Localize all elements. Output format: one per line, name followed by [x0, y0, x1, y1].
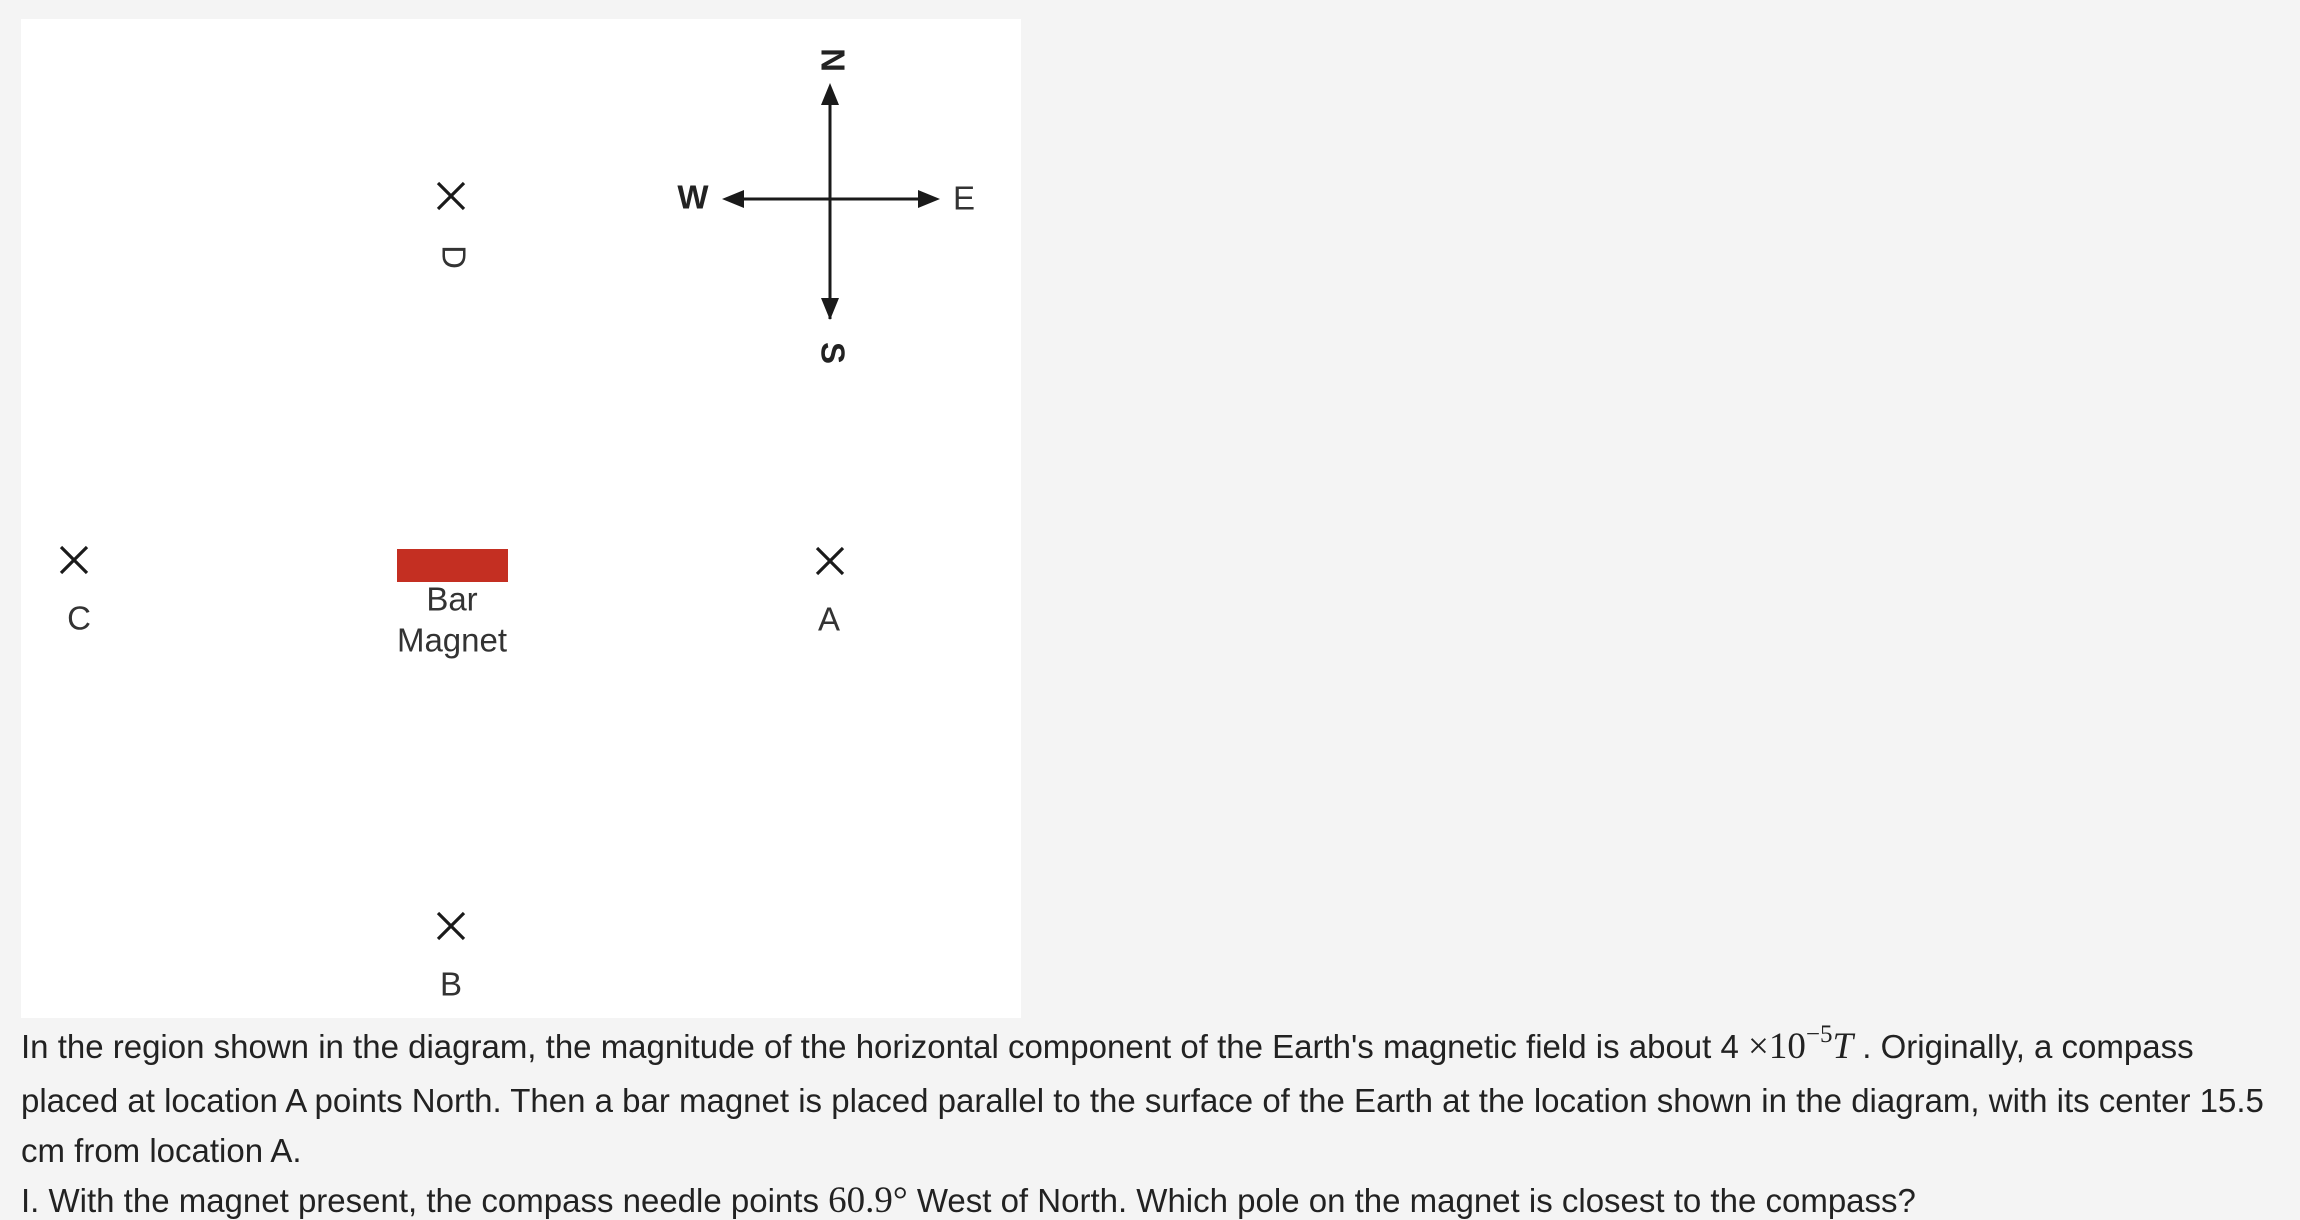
power-base: 10: [1768, 1026, 1806, 1067]
problem-text-part2: . Originally, a compass placed at location A points North. Then a bar magnet is placed parallel to the surface of the Earth at the location shown in the diagram, with its center 15.5 cm from location A.: [21, 1028, 2264, 1169]
location-c-label: C: [67, 599, 91, 637]
bar-magnet-label-line1: Bar: [426, 580, 478, 618]
power-exponent: −5: [1805, 1021, 1833, 1048]
question-one-part2: West of North. Which pole on the magnet is closest to the compass?: [907, 1182, 1916, 1219]
problem-text: [21, 1022, 2281, 1220]
location-c-marker: [61, 547, 87, 573]
question-one-part1: I. With the magnet present, the compass needle points: [21, 1182, 829, 1219]
location-b-marker: [438, 913, 464, 939]
diagram-panel: [21, 19, 1021, 1018]
angle-value: 60.9°: [828, 1180, 908, 1220]
compass-south-label: S: [814, 341, 852, 365]
compass-rose: [731, 89, 931, 319]
times-symbol: ×: [1748, 1026, 1769, 1067]
location-b-label: B: [439, 965, 463, 1003]
compass-east-label: E: [952, 179, 976, 217]
west-arrowhead: [722, 190, 744, 208]
compass-north-label: N: [814, 48, 852, 72]
bar-magnet: [397, 549, 508, 582]
question-one: [21, 1176, 2281, 1220]
location-d-label: D: [435, 245, 473, 269]
compass-west-label: W: [677, 178, 709, 216]
location-d-marker: [438, 183, 464, 209]
south-arrowhead: [821, 298, 839, 320]
diagram: [21, 19, 1021, 1018]
bar-magnet-label-line2: Magnet: [396, 621, 508, 659]
unit-symbol: T: [1832, 1026, 1854, 1067]
east-arrowhead: [918, 190, 940, 208]
north-arrowhead: [821, 83, 839, 105]
problem-paragraph: [21, 1022, 2281, 1176]
location-a-label: A: [817, 600, 841, 638]
location-a-marker: [817, 548, 843, 574]
problem-text-part1: In the region shown in the diagram, the magnitude of the horizontal component of the Earth's magnetic field is about 4: [21, 1028, 1749, 1065]
